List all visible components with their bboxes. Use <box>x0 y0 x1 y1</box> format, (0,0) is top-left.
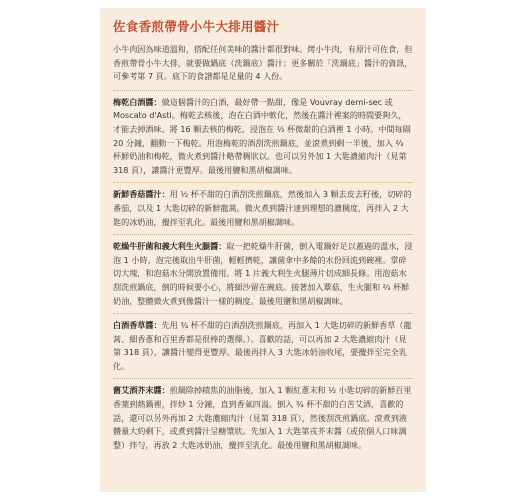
section-divider <box>113 182 413 183</box>
intro-paragraph: 小牛肉因為味道溫和，搭配任何美味的醬汁都很對味。烤小牛肉，有原汁可佐食，但香煎帶骨小牛大排，就要做鍋底（洗鍋底）醬汁；更多關於「洗鍋底」醬汁的資訊，可參考第 7 頁。底下的食譜都是足量的 4 人份。 <box>113 44 413 82</box>
recipe-section-mustard <box>113 384 413 452</box>
section-divider <box>113 90 413 91</box>
section-body: 先用 ¾ 杯不甜的白酒刮洗煎鍋底，再加入 1 大匙切碎的新鮮香草（龍蒿、細香蔥和百里香都是很棒的選擇。）。喜歡的話，可以再加 2 大匙濃縮肉汁（見第 318 頁），讓醬汁變得更豐厚。最後再拌入 3 大匙冰奶油收尾，要攪拌至完全乳化。 <box>113 320 412 371</box>
section-body: 煎鍋除掉積焦的油脂後，加入 1 顆紅蔥末和 ½ 小匙切碎的新鮮百里香葉到熱鍋裡，拌炒 1 分鐘，直到香氣四溢。倒入 ¾ 杯不甜的白苦艾酒，喜歡的話，還可以另外再加 2 大匙濃縮肉汁（見第 318 頁），然後刮洗煎鍋底。滾煮到液體量大約剩下，或煮到醬汁呈糖漿狀。先加入 1 大匙第戎芥末醬（或依個人口味調整）拌勻，再放 2 大匙冰奶油，攪拌至乳化。最後用鹽和黑胡椒調味。 <box>113 385 412 450</box>
recipe-section-prune <box>113 96 413 178</box>
section-divider <box>113 234 413 235</box>
section-title: 新鮮香菇醬汁： <box>113 189 170 200</box>
recipe-card <box>100 8 426 492</box>
recipe-section-mushroom <box>113 188 413 229</box>
recipe-section-porcini <box>113 240 413 308</box>
recipe-section-herb <box>113 319 413 373</box>
section-title: 白酒香草醬： <box>113 320 162 331</box>
section-title: 梅乾白酒醬： <box>113 96 162 107</box>
page-title: 佐食香煎帶骨小牛大排用醬汁 <box>113 19 280 34</box>
section-title: 乾燥牛肝菌和義大利生火腿醬： <box>113 241 227 252</box>
section-divider <box>113 313 413 314</box>
section-body: 用 ½ 杯不甜的白酒刮洗煎鍋底，然後加入 3 顆去皮去籽後，切碎的番茄，以及 1 大匙切碎的新鮮龍蒿。微火煮到醬汁達到理想的濃稠度，再拌入 2 大匙的冰奶油，攪拌至乳化。最後用鹽和黑胡椒調味。 <box>113 189 412 227</box>
section-title: 舊艾酒芥末醬： <box>113 385 170 396</box>
section-body: 取一把乾燥牛肝菌，倒入電鍋好足以蓋過的溫水，浸泡 1 小時。泡完後取出牛肝菌，輕輕擠乾，讓菌傘中多餘的水份回流到碗裡。掌碎切大塊，和泡菇水分開放置備用。將 1 片義大利生火腿薄片切成細長條。用泡菇水刮洗煎鍋底，倒的時候要小心，將細沙留在碗底。接著加入蕈菇、生火腿和 ⅔ 杯鮮奶油，整體微火煮到像醬汁一樣的稠度。最後用鹽和黑胡椒調味。 <box>113 241 413 306</box>
section-divider <box>113 378 413 379</box>
section-body: 做這個醬汁的白酒，最好帶一點甜，像是 Vouvray demi-sec 或 Moscato d'Asti。梅乾去核後，泡在白酒中軟化，然後在醬汁裡案的時間要夠久，才能去掉酒味。將 16 顆去核的梅乾，浸泡在 ½ 杯微甜的白酒裡 1 小時。中間每隔 20 分鐘，翻動一下梅乾。用泡梅乾的酒刮洗煎鍋底，並滾煮到剩一半後，加入 ⅔ 杯鮮奶油和梅乾，微火煮到醬汁略帶稠狀以。也可以另外加 1 大匙濃縮肉汁（見第 318 頁），讓醬汁更豐厚。最後用鹽和黑胡椒調味。 <box>113 96 411 175</box>
